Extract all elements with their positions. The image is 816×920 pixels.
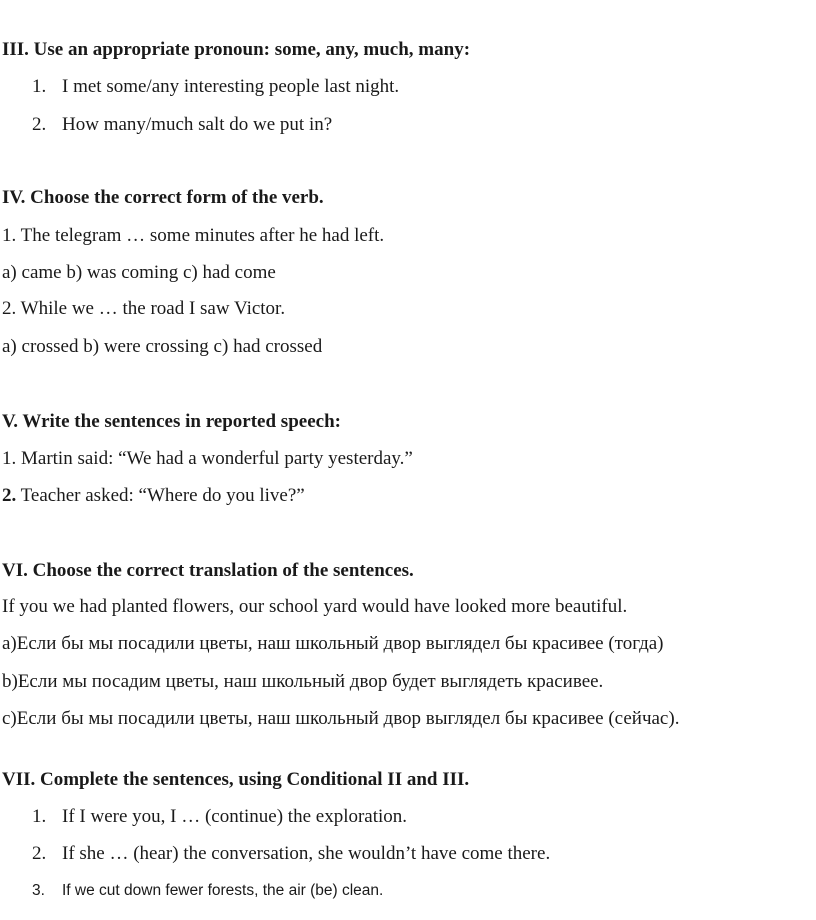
list-item-number: 1. (32, 76, 47, 97)
list-item-number: 2. (32, 843, 47, 864)
list-item-text: How many/much salt do we put in? (62, 114, 333, 135)
question-text: Teacher asked: “Where do you live?” (16, 485, 305, 506)
section-6-heading: VI. Choose the correct translation of the sentences. (2, 560, 414, 581)
list-item-text: If we cut down fewer forests, the air (be) clean. (62, 882, 384, 899)
translation-option-a: a)Если бы мы посадили цветы, наш школьный двор выглядел бы красивее (тогда) (2, 633, 664, 654)
source-sentence: If you we had planted flowers, our school yard would have looked more beautiful. (2, 596, 628, 617)
section-4-heading: IV. Choose the correct form of the verb. (2, 187, 324, 208)
list-item-number: 2. (32, 114, 47, 135)
section-7-heading: VII. Complete the sentences, using Conditional II and III. (2, 769, 470, 790)
question-line: 1. The telegram … some minutes after he had left. (2, 225, 385, 246)
question-line: 1. Martin said: “We had a wonderful party yesterday.” (2, 448, 413, 469)
question-number: 2. (2, 485, 17, 506)
list-item-number: 1. (32, 806, 47, 827)
list-item-number: 3. (32, 882, 45, 899)
question-line: 2. While we … the road I saw Victor. (2, 298, 286, 319)
options-line: a) came b) was coming c) had come (2, 262, 276, 283)
section-5-heading: V. Write the sentences in reported speech: (2, 411, 341, 432)
translation-option-b: b)Если мы посадим цветы, наш школьный двор будет выглядеть красивее. (2, 671, 604, 692)
translation-option-c: c)Если бы мы посадили цветы, наш школьный двор выглядел бы красивее (сейчас). (2, 708, 680, 729)
list-item-text: If she … (hear) the conversation, she wouldn’t have come there. (62, 843, 551, 864)
options-line: a) crossed b) were crossing c) had crossed (2, 336, 323, 357)
list-item-text: I met some/any interesting people last night. (62, 76, 400, 97)
list-item-text: If I were you, I … (continue) the exploration. (62, 806, 408, 827)
question-line (2, 485, 305, 507)
section-3-heading: III. Use an appropriate pronoun: some, any, much, many: (2, 39, 471, 60)
